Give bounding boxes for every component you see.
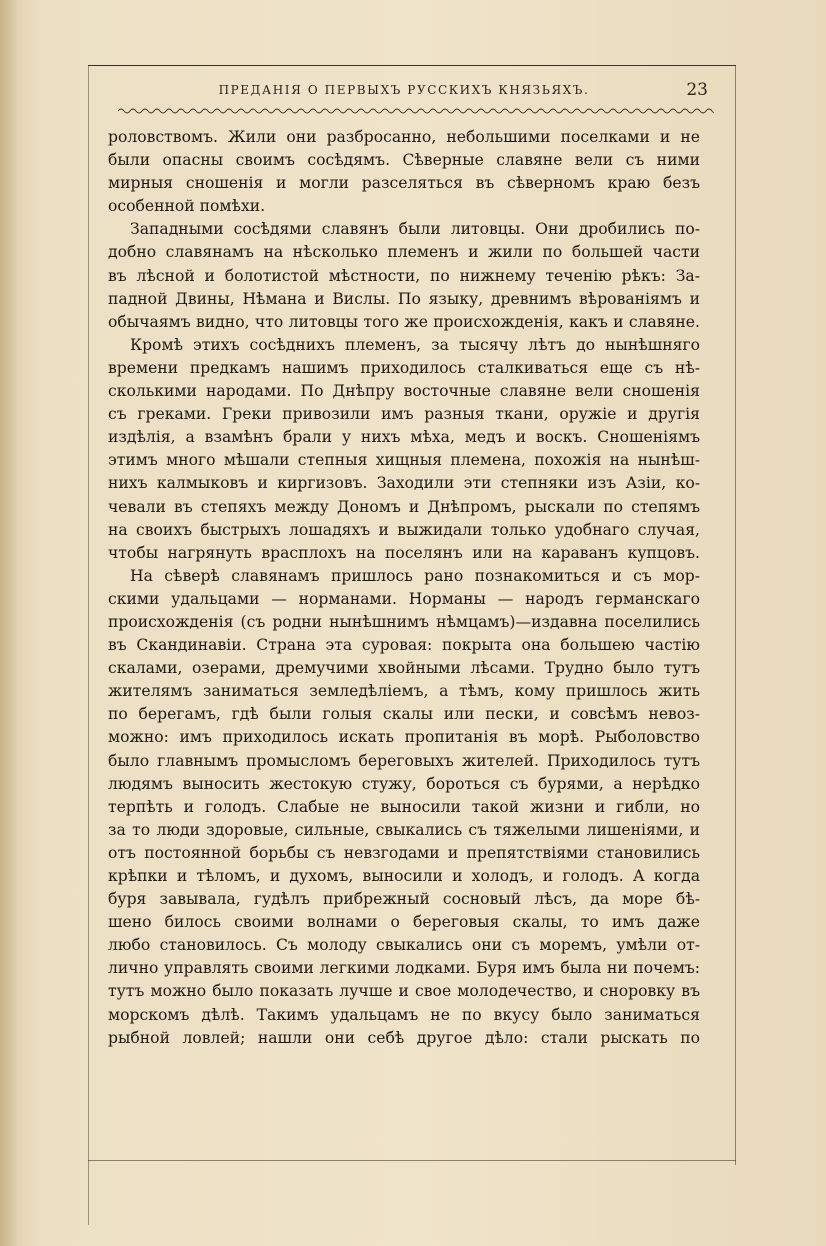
text-line: добно славянамъ на нѣсколько племенъ и жили по большей части [108,243,700,262]
left-frame-line [88,65,89,1225]
ornamental-wave-rule [118,106,714,116]
text-line: этимъ много мѣшали степныя хищныя племена, похожія на нынѣш- [108,451,700,470]
text-line: Кромѣ этихъ сосѣднихъ племенъ, за тысячу лѣтъ до нынѣшняго [130,335,700,354]
text-line: любо становилось. Съ молоду свыкались они съ моремъ, умѣли от- [108,936,700,955]
text-line: жителямъ заниматься земледѣліемъ, а тѣмъ, кому пришлось жить [108,682,700,701]
text-line: нихъ калмыковъ и киргизовъ. Заходили эти степняки изъ Азіи, ко- [108,474,700,493]
text-line: за то люди здоровые, сильные, свыкались съ тяжелыми лишеніями, и [108,820,700,839]
text-line: можно: имъ приходилось искать пропитанія въ морѣ. Рыболовство [108,728,700,747]
text-line: по берегамъ, гдѣ были голыя скалы или пески, и совсѣмъ невоз- [108,705,700,724]
text-line: въ Скандинавіи. Страна эта суровая: покрыта она большею частію [108,636,700,655]
text-line: тутъ можно было показать лучше и свое молодечество, и сноровку въ [108,982,700,1001]
text-line: лично управлять своими легкими лодками. Буря имъ была ни почемъ: [108,959,700,978]
header-rule [88,65,736,66]
text-line: съ греками. Греки привозили имъ разныя ткани, оружіе и другія [108,405,700,424]
text-line: обычаямъ видно, что литовцы того же происхожденія, какъ и славяне. [108,312,700,331]
text-line: падной Двины, Нѣмана и Вислы. По языку, древнимъ вѣрованіямъ и [108,289,700,308]
text-line: времени предкамъ нашимъ приходилось сталкиваться еще съ нѣ- [108,358,700,377]
text-line: было главнымъ промысломъ береговыхъ жителей. Приходилось тутъ [108,751,700,770]
text-line: были опасны своимъ сосѣдямъ. Сѣверные славяне вели съ ними [108,151,700,170]
text-line: сколькими народами. По Днѣпру восточные славяне вели сношенія [108,382,700,401]
right-frame-line [735,65,736,1165]
text-line: рыбной ловлей; нашли они себѣ другое дѣло: стали рыскать по [108,1028,700,1047]
text-line: скими удальцами — норманами. Норманы — народъ германскаго [108,589,700,608]
text-line: издѣлія, а взамѣнъ брали у нихъ мѣха, медъ и воскъ. Сношеніямъ [108,428,700,447]
text-line: людямъ выносить жестокую стужу, бороться съ бурями, а нерѣдко [108,774,700,793]
text-line: терпѣть и голодъ. Слабые не выносили такой жизни и гибли, но [108,797,700,816]
text-line: чевали въ степяхъ между Дономъ и Днѣпромъ, рыскали по степямъ [108,497,700,516]
text-line: буря завывала, гудѣлъ прибрежный сосновый лѣсъ, да море бѣ- [108,890,700,909]
text-line: мирныя сношенія и могли разселяться въ сѣверномъ краю безъ [108,174,700,193]
text-line: особенной помѣхи. [108,197,266,216]
text-line: морскомъ дѣлѣ. Такимъ удальцамъ не по вкусу было заниматься [108,1005,700,1024]
running-title: ПРЕДАНІЯ О ПЕРВЫХЪ РУССКИХЪ КНЯЗЬЯХЪ. [218,83,590,97]
text-line: въ лѣсной и болотистой мѣстности, по нижнему теченію рѣкъ: За- [108,266,700,285]
text-line: происхожденія (съ родни нынѣшнимъ нѣмцамъ)—издавна поселились [108,612,700,631]
text-line: На сѣверѣ славянамъ пришлось рано познакомиться и съ мор- [130,566,700,585]
binding-shadow [0,0,18,1246]
text-line: чтобы нагрянуть врасплохъ на поселянъ или на караванъ купцовъ. [108,543,700,562]
bottom-frame-line [88,1160,736,1161]
body-text [108,126,700,1050]
page-number: 23 [686,80,708,100]
text-line: на своихъ быстрыхъ лошадяхъ и выжидали только удобнаго случая, [108,520,700,539]
text-line: роловствомъ. Жили они разбросанно, небольшими поселками и не [108,128,700,146]
text-line: шено билось своими волнами о береговыя скалы, то имъ даже [108,913,700,932]
text-line: отъ постоянной борьбы съ невзгодами и препятствіями становились [108,843,700,862]
text-line: Западными сосѣдями славянъ были литовцы. Они дробились по- [130,220,700,239]
page-header [98,80,710,108]
text-line: крѣпки и тѣломъ, и духомъ, выносили и холодъ, и голодъ. А когда [108,867,700,885]
text-line: скалами, озерами, дремучими хвойными лѣсами. Трудно было тутъ [108,659,700,678]
